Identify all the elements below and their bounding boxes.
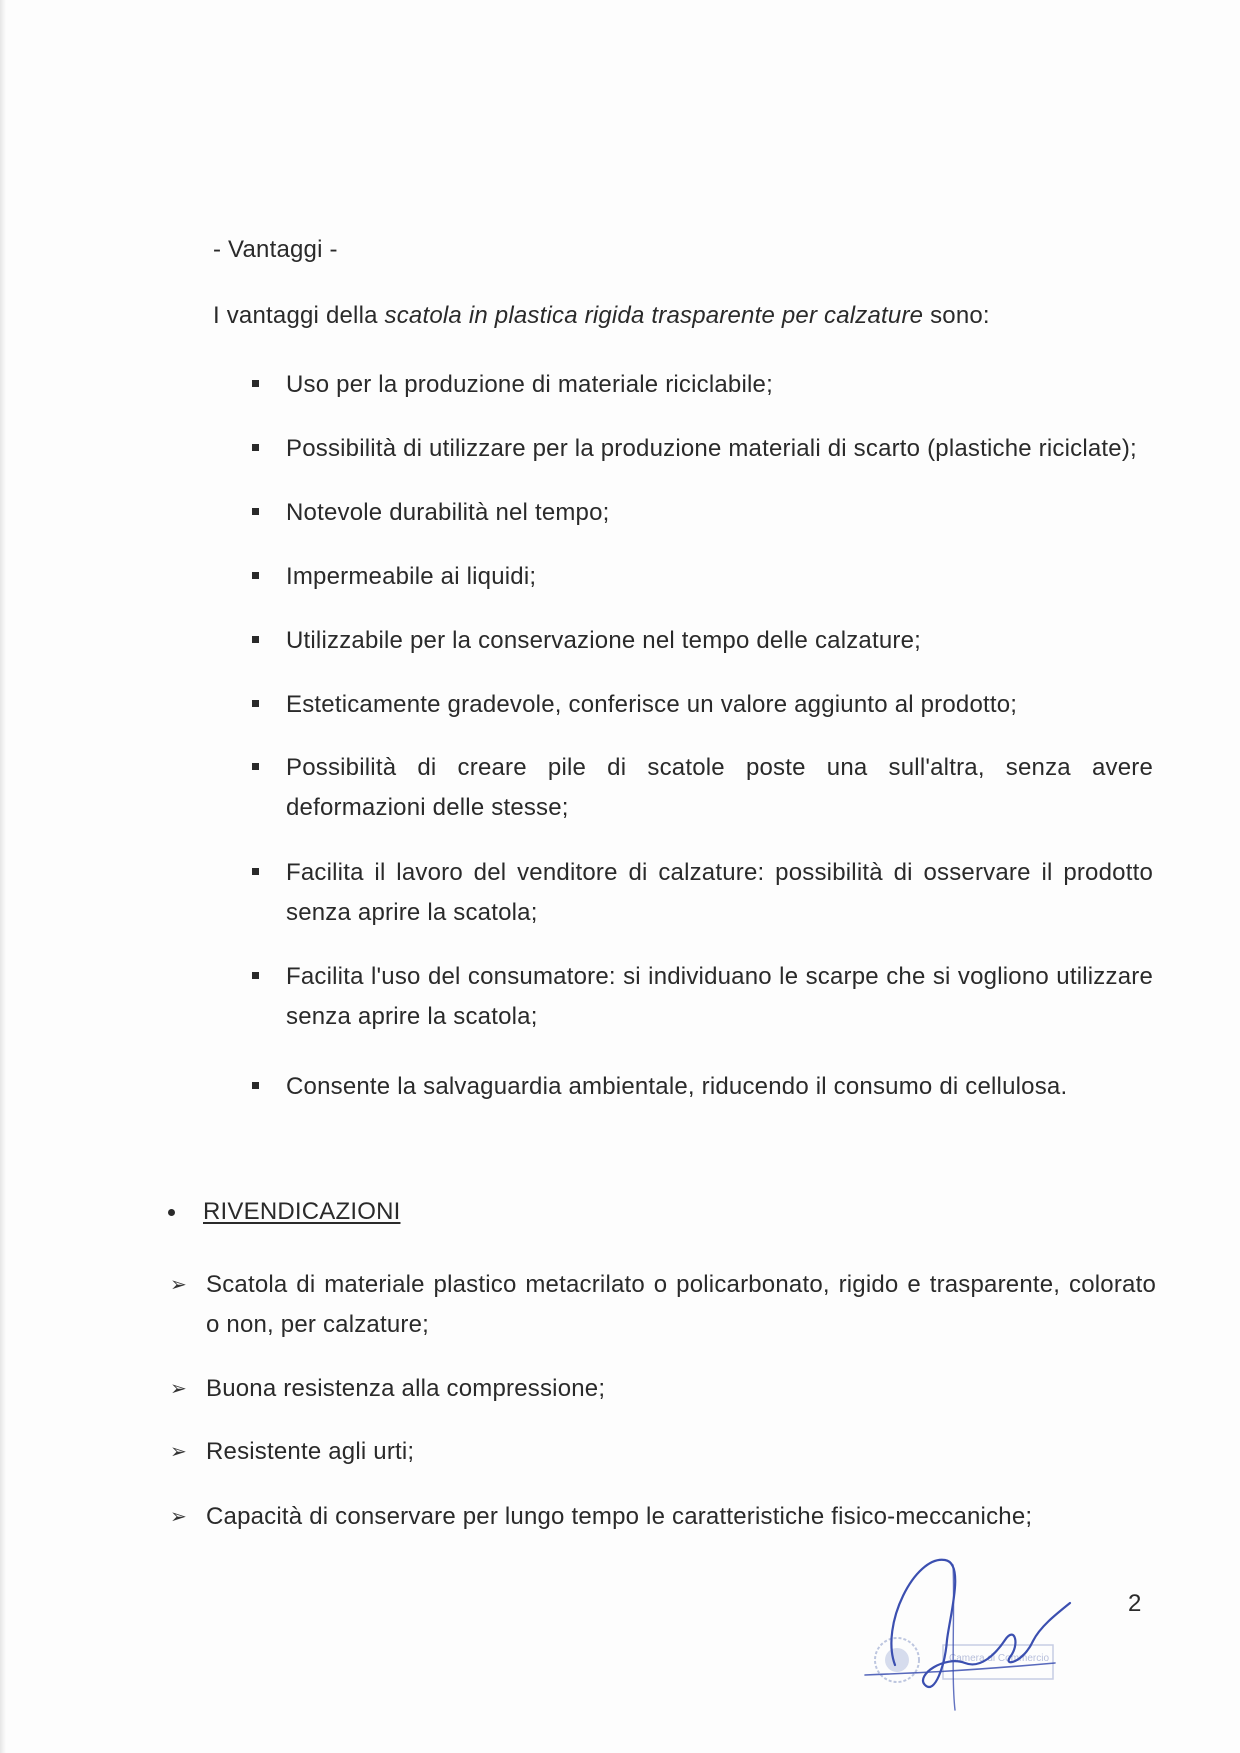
- claim-item: [166, 1432, 1156, 1472]
- advantage-text: Esteticamente gradevole, conferisce un valore aggiunto al prodotto;: [286, 691, 1018, 718]
- square-bullet-icon: [252, 572, 259, 579]
- advantage-text: Possibilità di creare pile di scatole poste una sull'altra, senza avere deformazioni delle stesse;: [286, 754, 1153, 821]
- claim-item: [166, 1497, 1156, 1537]
- arrow-bullet-icon: ➢: [170, 1274, 187, 1296]
- advantage-text: Consente la salvaguardia ambientale, riducendo il consumo di cellulosa.: [286, 1073, 1068, 1100]
- advantage-text: Uso per la produzione di materiale riciclabile;: [286, 371, 773, 398]
- claim-text: Capacità di conservare per lungo tempo le caratteristiche fisico-meccaniche;: [206, 1503, 1033, 1530]
- claim-item: [166, 1369, 1156, 1409]
- advantage-text: Facilita il lavoro del venditore di calzature: possibilità di osservare il prodotto senza aprire la scatola;: [286, 859, 1153, 926]
- square-bullet-icon: [252, 1082, 259, 1089]
- signature-stamp: [855, 1545, 1085, 1715]
- arrow-bullet-icon: ➢: [170, 1506, 187, 1528]
- stamp-seal: [875, 1638, 1053, 1682]
- intro-before: I vantaggi della: [213, 302, 385, 329]
- advantage-item: [248, 853, 1153, 933]
- advantage-text: Facilita l'uso del consumatore: si individuano le scarpe che si vogliono utilizzare senza aprire la scatola;: [286, 963, 1153, 1030]
- advantage-text: Notevole durabilità nel tempo;: [286, 499, 610, 526]
- square-bullet-icon: [252, 700, 259, 707]
- claim-text: Buona resistenza alla compressione;: [206, 1375, 606, 1402]
- square-bullet-icon: [252, 444, 259, 451]
- intro-emphasis: scatola in plastica rigida trasparente per calzature: [384, 302, 924, 329]
- advantage-item: [248, 493, 1153, 533]
- advantage-item: [248, 748, 1153, 828]
- square-bullet-icon: [252, 972, 259, 979]
- claims-title: RIVENDICAZIONI: [203, 1198, 401, 1225]
- advantage-item: [248, 429, 1153, 469]
- advantage-item: [248, 557, 1153, 597]
- claim-item: [166, 1265, 1156, 1345]
- advantage-item: [248, 957, 1153, 1037]
- arrow-bullet-icon: ➢: [170, 1378, 187, 1400]
- square-bullet-icon: [252, 508, 259, 515]
- claim-text: Resistente agli urti;: [206, 1438, 415, 1465]
- round-bullet-icon: [168, 1209, 175, 1216]
- intro-after: sono:: [923, 302, 990, 329]
- arrow-bullet-icon: ➢: [170, 1441, 187, 1463]
- stamp-text: Camera di Commercio: [949, 1653, 1050, 1664]
- section-heading-vantaggi: - Vantaggi -: [213, 236, 338, 263]
- square-bullet-icon: [252, 636, 259, 643]
- square-bullet-icon: [252, 868, 259, 875]
- page-number: 2: [1128, 1590, 1142, 1617]
- intro-paragraph: [213, 302, 990, 330]
- scan-edge: [0, 0, 6, 1753]
- square-bullet-icon: [252, 763, 259, 770]
- advantage-item: [248, 685, 1153, 725]
- advantage-text: Impermeabile ai liquidi;: [286, 563, 537, 590]
- section-heading-rivendicazioni: [168, 1198, 400, 1226]
- advantage-item: [248, 621, 1153, 661]
- advantage-item: [248, 365, 1153, 405]
- claim-text: Scatola di materiale plastico metacrilato o policarbonato, rigido e trasparente, colorato o non, per calzature;: [206, 1271, 1156, 1338]
- advantage-item: [248, 1067, 1153, 1107]
- advantage-text: Utilizzabile per la conservazione nel tempo delle calzature;: [286, 627, 921, 654]
- square-bullet-icon: [252, 380, 259, 387]
- advantage-text: Possibilità di utilizzare per la produzione materiali di scarto (plastiche riciclate);: [286, 435, 1137, 462]
